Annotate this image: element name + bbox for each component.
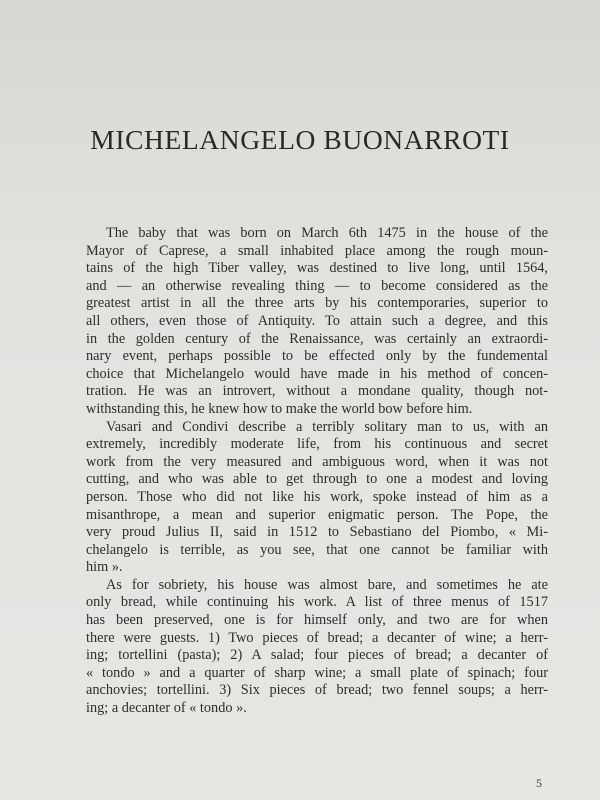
text-line: chelangelo is terrible, as you see, that one cannot be familiar with xyxy=(86,541,548,558)
page-number: 5 xyxy=(536,776,542,790)
text-line: greatest artist in all the three arts by his contemporaries, superior to xyxy=(86,295,548,312)
text-line: in the golden century of the Renaissance, was certainly an extraordi- xyxy=(86,330,548,347)
text-line: nary event, perhaps possible to be effected only by the fundemental xyxy=(86,348,548,365)
text-line: there were guests. 1) Two pieces of bread; a decanter of wine; a herr- xyxy=(86,629,548,646)
paragraph-3 xyxy=(86,577,548,718)
page-title: MICHELANGELO BUONARROTI xyxy=(90,124,510,155)
text-line: Vasari and Condivi describe a terribly solitary man to us, with an xyxy=(106,418,548,435)
text-line: all others, even those of Antiquity. To attain such a degree, and this xyxy=(86,312,548,329)
text-line: withstanding this, he knew how to make the world bow before him. xyxy=(86,400,473,417)
body-text xyxy=(86,225,548,718)
text-line: him ». xyxy=(86,559,123,576)
text-line: person. Those who did not like his work, spoke instead of him as a xyxy=(86,488,548,505)
text-line: « tondo » and a quarter of sharp wine; a small plate of spinach; four xyxy=(86,664,548,681)
text-line: tration. He was an introvert, without a mondane quality, though not- xyxy=(86,383,548,400)
text-line: only bread, while continuing his work. A list of three menus of 1517 xyxy=(86,594,548,611)
text-line: misanthrope, a mean and superior enigmatic person. The Pope, the xyxy=(86,506,548,523)
text-line: Mayor of Caprese, a small inhabited place among the rough moun- xyxy=(86,242,548,259)
text-line: very proud Julius II, said in 1512 to Sebastiano del Piombo, « Mi- xyxy=(86,524,548,541)
paragraph-2 xyxy=(86,419,548,577)
text-line: cutting, and who was able to get through to one a modest and loving xyxy=(86,471,548,488)
text-line: ing; a decanter of « tondo ». xyxy=(86,700,247,717)
text-line: anchovies; tortellini. 3) Six pieces of bread; two fennel soups; a herr- xyxy=(86,682,548,699)
text-line: has been preserved, one is for himself only, and two are for when xyxy=(86,612,548,629)
text-line: As for sobriety, his house was almost bare, and sometimes he ate xyxy=(106,576,548,593)
text-line: tains of the high Tiber valley, was destined to live long, until 1564, xyxy=(86,260,548,277)
text-line: choice that Michelangelo would have made in his method of concen- xyxy=(86,365,548,382)
paragraph-1 xyxy=(86,225,548,419)
text-line: ing; tortellini (pasta); 2) A salad; four pieces of bread; a decanter of xyxy=(86,647,548,664)
text-line: extremely, incredibly moderate life, from his continuous and secret xyxy=(86,436,548,453)
text-line: and — an otherwise revealing thing — to become considered as the xyxy=(86,277,548,294)
text-line: The baby that was born on March 6th 1475 in the house of the xyxy=(106,225,548,241)
text-line: work from the very measured and ambiguous word, when it was not xyxy=(86,453,548,470)
